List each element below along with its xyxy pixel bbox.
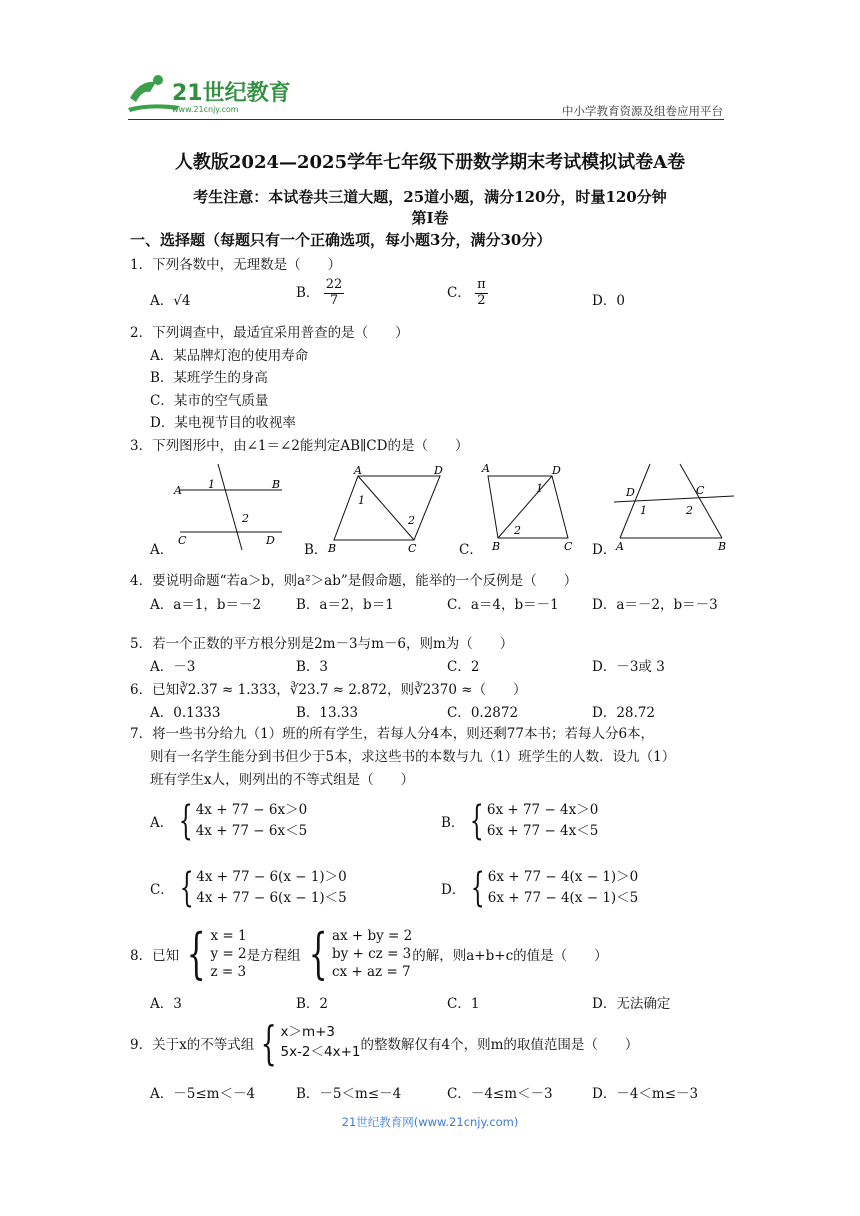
q1-stem: 1．下列各数中，无理数是（ ） (130, 257, 342, 273)
q3-option-a: A． (150, 542, 174, 558)
q5-option-c: C．2 (447, 659, 480, 675)
q1-option-a: A．√4 (150, 293, 191, 309)
q1-option-c: C． $\frac{\pi}{2}$ (447, 277, 486, 308)
q4-option-b: B．a＝2，b＝1 (296, 597, 394, 613)
site-logo (120, 68, 300, 124)
svg-text:A: A (482, 462, 490, 475)
q2-option-c: C．某市的空气质量 (150, 393, 269, 409)
q2-stem: 2．下列调查中，最适宜采用普查的是（ ） (130, 325, 409, 341)
q6-stem: 6．已知∛2.37 ≈ 1.333，∛23.7 ≈ 2.872，则∛2370 ≈（ ） (130, 682, 527, 698)
q9-option-b: B．－5＜m≤－4 (296, 1086, 402, 1102)
q3-figure-c (480, 462, 580, 554)
svg-text:2: 2 (514, 524, 521, 537)
q8-option-d: D．无法确定 (592, 996, 671, 1012)
q3-option-c: C． (459, 542, 483, 558)
q7-option-b: B． { 6x + 77 − 4x＞0 6x + 77 − 4x＜5 (441, 797, 599, 844)
q4-option-c: C．a＝4，b＝－1 (447, 597, 559, 613)
svg-text:1: 1 (358, 494, 365, 507)
q2-option-d: D．某电视节目的收视率 (150, 415, 296, 431)
footer-link[interactable]: 21世纪教育网(www.21cnjy.com) (341, 1115, 519, 1129)
q5-option-d: D．－3或 3 (592, 659, 665, 675)
q7-stem-line2: 则有一名学生能分到书但少于5本，求这些书的本数与九（1）班学生的人数．设九（1） (150, 749, 676, 765)
q4-option-a: A．a＝1，b＝－2 (150, 597, 262, 613)
q3-option-b: B． (304, 542, 328, 558)
q3-figure-d (610, 462, 740, 554)
svg-text:A: A (616, 540, 624, 553)
svg-text:2: 2 (242, 512, 249, 525)
q5-stem: 5．若一个正数的平方根分别是2m－3与m－6，则m为（ ） (130, 636, 514, 652)
svg-text:D: D (552, 464, 561, 477)
q5-option-a: A．－3 (150, 659, 196, 675)
q6-option-c: C．0.2872 (447, 705, 519, 721)
svg-text:B: B (328, 542, 337, 554)
q3-stem: 3．下列图形中，由∠1＝∠2能判定AB∥CD的是（ ） (130, 438, 469, 454)
svg-text:B: B (492, 540, 501, 553)
svg-text:C: C (178, 534, 187, 547)
q6-option-b: B．13.33 (296, 705, 359, 721)
q7-stem-line1: 7．将一些书分给九（1）班的所有学生，若每人分4本，则还剩77本书；若每人分6本， (130, 726, 655, 742)
svg-text:A: A (354, 464, 362, 477)
svg-text:1: 1 (208, 478, 215, 491)
svg-text:D: D (434, 464, 443, 477)
svg-text:1: 1 (640, 504, 647, 517)
q8-option-a: A．3 (150, 996, 182, 1012)
q9-option-d: D．－4＜m≤－3 (592, 1086, 699, 1102)
svg-text:D: D (626, 486, 635, 499)
svg-text:www.21cnjy.com: www.21cnjy.com (172, 105, 239, 114)
q7-option-a: A． { 4x + 77 − 6x＞0 4x + 77 − 6x＜5 (150, 797, 308, 844)
q3-figure-a (170, 462, 290, 552)
platform-tagline: 中小学教育资源及组卷应用平台 (562, 104, 723, 118)
exam-notice: 考生注意：本试卷共三道大题，25道小题，满分120分，时量120分钟 (193, 188, 667, 206)
q7-stem-line3: 班有学生x人，则列出的不等式组是（ ） (150, 772, 415, 788)
svg-text:1: 1 (536, 482, 543, 495)
svg-text:2: 2 (686, 504, 693, 517)
q1-option-b: B． $\frac{22}{7}$ (296, 277, 343, 308)
exam-title: 人教版2024—2025学年七年级下册数学期末考试模拟试卷A卷 (174, 152, 686, 173)
svg-text:21世纪教育: 21世纪教育 (172, 81, 291, 106)
q6-option-a: A．0.1333 (150, 705, 221, 721)
svg-text:C: C (408, 542, 417, 554)
q1-option-d: D．0 (592, 293, 625, 309)
section-heading: 一、选择题（每题只有一个正确选项，每小题3分，满分30分） (130, 231, 552, 249)
svg-text:B: B (718, 540, 727, 553)
q8-stem: 8．已知 { x = 1 y = 2 z = 3 是方程组 { ax + by = 2 by + cz = 3 cx + az = 7 的解，则a+b+c的值是（ ） (130, 922, 608, 986)
header-divider (128, 119, 724, 120)
q3-option-d: D． (592, 542, 617, 558)
q5-option-b: B．3 (296, 659, 329, 675)
svg-text:A: A (174, 484, 182, 497)
q4-stem: 4．要说明命题“若a＞b，则a²＞ab”是假命题，能举的一个反例是（ ） (130, 573, 578, 589)
q7-option-d: D． { 6x + 77 − 4(x − 1)＞0 6x + 77 − 4(x − 1)＜5 (441, 864, 639, 911)
svg-text:D: D (266, 534, 275, 547)
q3-figure-b (326, 464, 446, 554)
q7-option-c: C． { 4x + 77 − 6(x − 1)＞0 4x + 77 − 6(x − 1)＜5 (150, 864, 347, 911)
svg-text:C: C (696, 484, 705, 497)
svg-text:B: B (272, 478, 281, 491)
volume-label: 第Ⅰ卷 (411, 209, 449, 227)
q8-option-c: C．1 (447, 996, 480, 1012)
svg-text:2: 2 (408, 514, 415, 527)
q9-stem: 9．关于x的不等式组 { x＞m+3 5x-2＜4x+1 的整数解仅有4个，则m的取值范围是（ ） (130, 1016, 639, 1070)
q4-option-d: D．a＝－2，b＝－3 (592, 597, 718, 613)
q6-option-d: D．28.72 (592, 705, 655, 721)
q9-option-a: A．－5≤m＜－4 (150, 1086, 256, 1102)
svg-text:C: C (564, 540, 573, 553)
q8-option-b: B．2 (296, 996, 329, 1012)
q9-option-c: C．－4≤m＜－3 (447, 1086, 553, 1102)
q2-option-b: B．某班学生的身高 (150, 370, 268, 386)
q2-option-a: A．某品牌灯泡的使用寿命 (150, 348, 309, 364)
